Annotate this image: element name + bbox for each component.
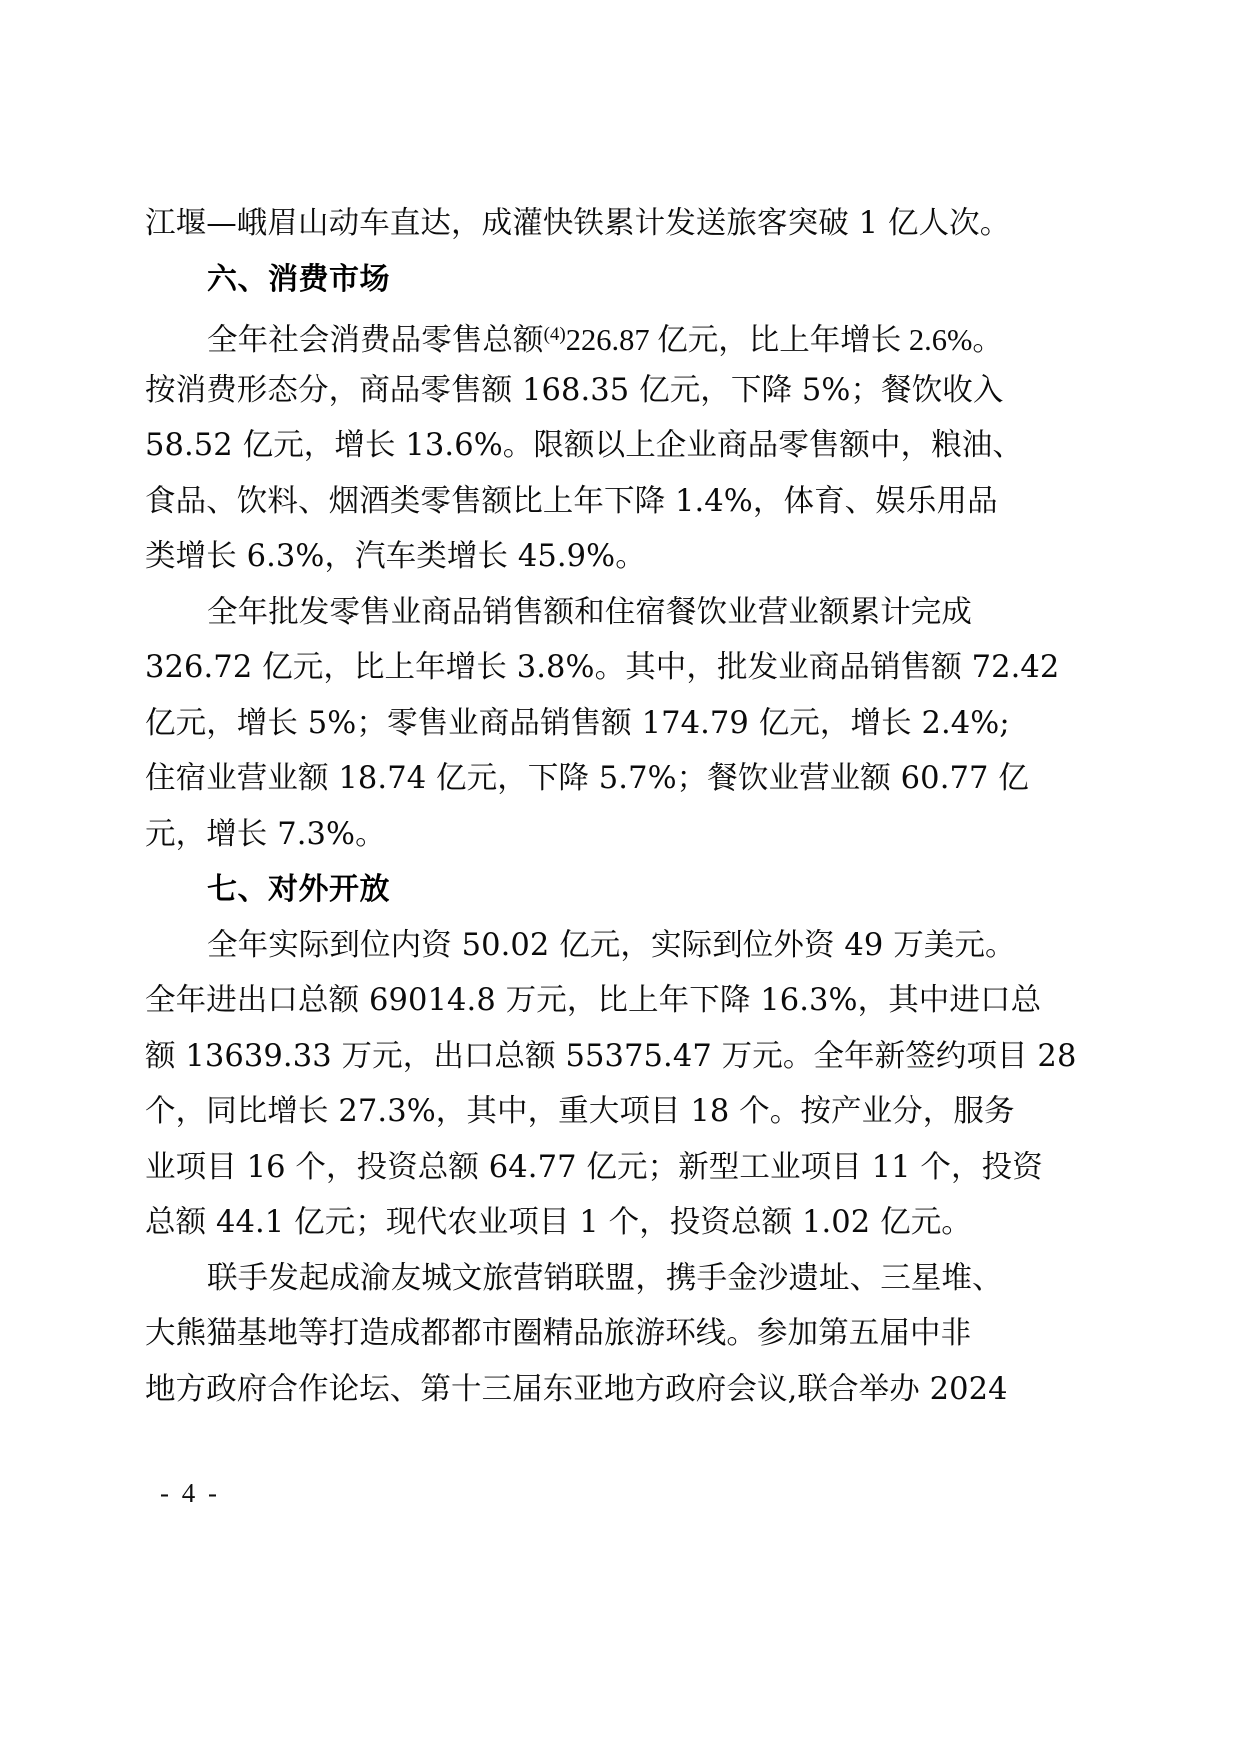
text-run: 全年社会消费品零售总额 — [207, 323, 544, 358]
text-run: 226.87 亿元，比上年增长 2.6%。 — [565, 323, 1003, 357]
text-line — [145, 307, 1003, 363]
text-line: 个，同比增长 27.3%，其中，重大项目 18 个。按产业分，服务 — [145, 1094, 1015, 1129]
text-line: 总额 44.1 亿元；现代农业项目 1 个，投资总额 1.02 亿元。 — [145, 1205, 972, 1240]
text-line: 326.72 亿元，比上年增长 3.8%。其中，批发业商品销售额 72.42 — [145, 650, 1060, 685]
text-line — [145, 585, 973, 641]
text-column — [145, 196, 1077, 1417]
paragraph-wholesale-retail — [145, 585, 1060, 863]
text-line: 类增长 6.3%，汽车类增长 45.9%。 — [145, 539, 646, 574]
text-line: 地方政府合作论坛、第十三届东亚地方政府会议,联合举办 2024 — [145, 1371, 1008, 1407]
text-line: 元，增长 7.3%。 — [145, 816, 386, 852]
text-line: 按消费形态分，商品零售额 168.35 亿元，下降 5%；餐饮收入 — [145, 372, 1004, 408]
text-line — [145, 918, 1016, 974]
text-line: 全年进出口总额 69014.8 万元，比上年下降 16.3%，其中进口总 — [145, 983, 1042, 1018]
section-heading-consumer-market: 六、消费市场 — [207, 261, 390, 297]
text-line: 58.52 亿元，增长 13.6%。限额以上企业商品零售额中，粮油、 — [145, 428, 1023, 463]
section-heading-opening-up: 七、对外开放 — [207, 872, 390, 907]
page-footer — [0, 1478, 1240, 1509]
footnote-marker: (4) — [543, 324, 566, 345]
text-run: 全年实际到位内资 50.02 亿元，实际到位外资 49 万美元。 — [207, 927, 1016, 963]
text-line: 江堰—峨眉山动车直达，成灌快铁累计发送旅客突破 1 亿人次。 — [145, 206, 1011, 241]
paragraph-retail-total — [145, 307, 1023, 585]
paragraph-continued — [145, 196, 1011, 252]
text-line: 亿元，增长 5%；零售业商品销售额 174.79 亿元，增长 2.4%; — [145, 705, 1010, 741]
text-run: 全年批发零售业商品销售额和住宿餐饮业营业额累计完成 — [207, 594, 972, 630]
text-line: 额 13639.33 万元，出口总额 55375.47 万元。全年新签约项目 28 — [145, 1038, 1077, 1074]
text-run: 联手发起成渝友城文旅营销联盟，携手金沙遗址、三星堆、 — [207, 1260, 1003, 1296]
text-line: 食品、饮料、烟酒类零售额比上年下降 1.4%，体育、娱乐用品 — [145, 483, 998, 519]
text-line — [145, 1251, 1003, 1307]
paragraph-tourism-alliance — [145, 1251, 1008, 1418]
paragraph-investment-trade — [145, 918, 1077, 1251]
text-line: 业项目 16 个，投资总额 64.77 亿元；新型工业项目 11 个，投资 — [145, 1149, 1043, 1185]
text-line: 住宿业营业额 18.74 亿元，下降 5.7%；餐饮业营业额 60.77 亿 — [145, 761, 1029, 796]
text-line: 大熊猫基地等打造成都都市圈精品旅游环线。参加第五届中非 — [145, 1316, 972, 1351]
page-number: - 4 - — [160, 1478, 220, 1508]
